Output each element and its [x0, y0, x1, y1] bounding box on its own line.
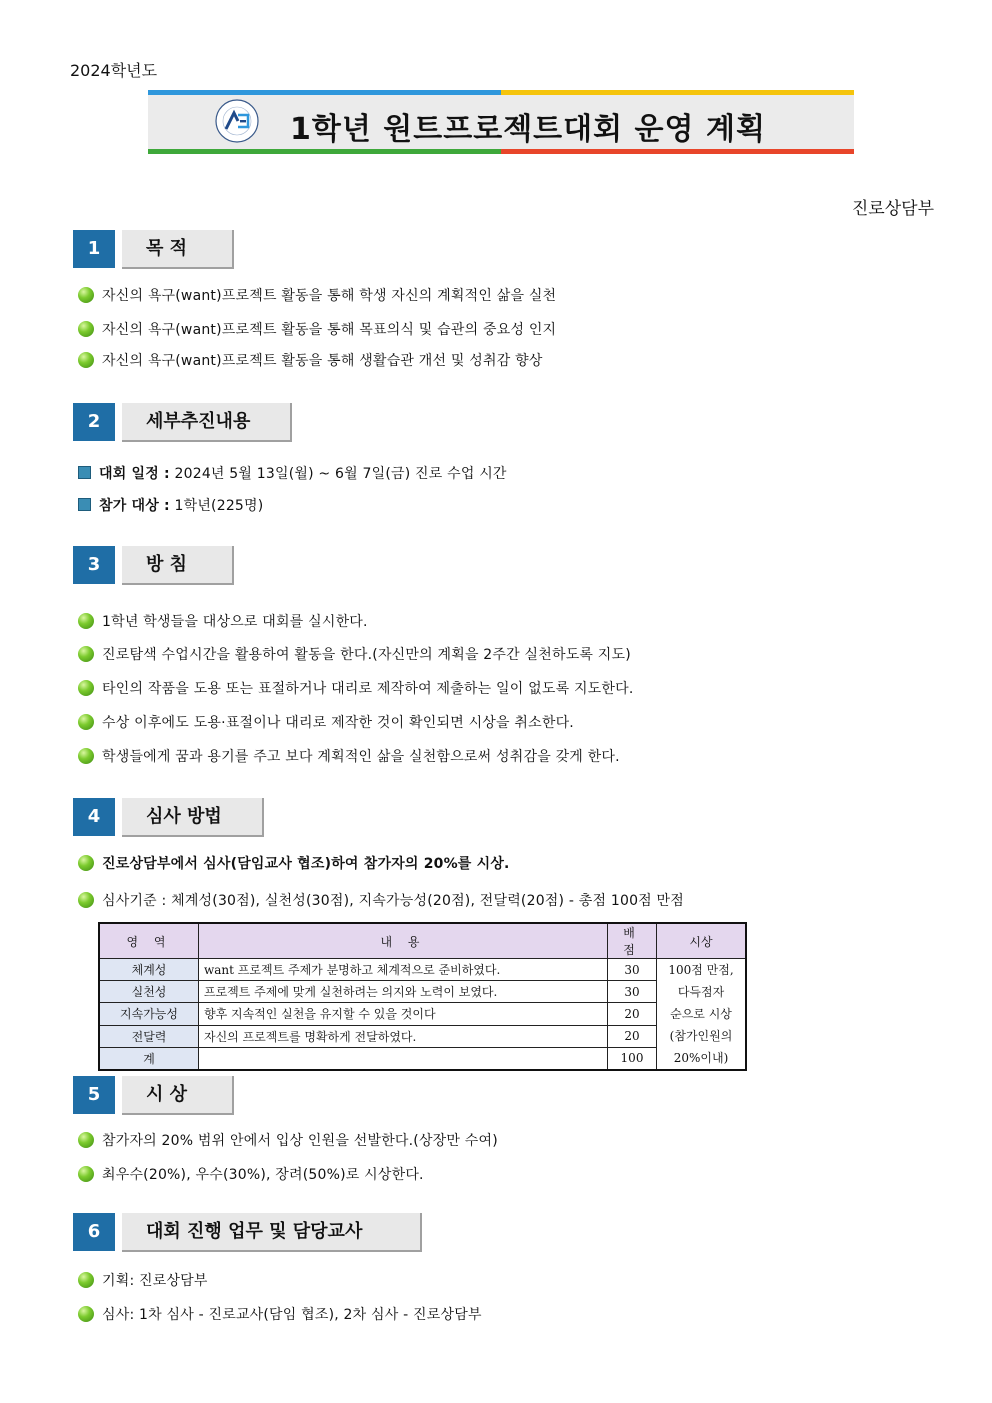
- award-item: 참가자의 20% 범위 안에서 입상 인원을 선발한다.(상장만 수여): [78, 1130, 498, 1150]
- section-title: 심사 방법: [122, 798, 264, 837]
- banner-stripe-yellow: [501, 90, 854, 95]
- bullet-square-icon: [78, 466, 91, 479]
- purpose-item: 자신의 욕구(want)프로젝트 활동을 통해 학생 자신의 계획적인 삶을 실천: [78, 285, 556, 305]
- table-row: [99, 1047, 746, 1070]
- table-header-cell: 영 역: [99, 923, 199, 959]
- table-cell-points: 30: [608, 981, 657, 1003]
- table-cell-content: 프로젝트 주제에 맞게 실천하려는 의지와 노력이 보였다.: [199, 981, 608, 1003]
- purpose-item: 자신의 욕구(want)프로젝트 활동을 통해 목표의식 및 습관의 중요성 인지: [78, 319, 556, 339]
- section-title: 방 침: [122, 546, 234, 585]
- section-title: 세부추진내용: [122, 403, 292, 442]
- table-header-row: [99, 923, 746, 959]
- policy-item: 학생들에게 꿈과 용기를 주고 보다 계획적인 삶을 실천함으로써 성취감을 갖게 한다.: [78, 746, 620, 766]
- table-cell-area: 전달력: [99, 1025, 199, 1047]
- table-cell-area: 지속가능성: [99, 1003, 199, 1025]
- table-cell-content: 자신의 프로젝트를 명확하게 전달하였다.: [199, 1025, 608, 1047]
- bullet-ball-icon: [78, 855, 94, 871]
- policy-item: 수상 이후에도 도용·표절이나 대리로 제작한 것이 확인되면 시상을 취소한다.: [78, 712, 574, 732]
- staff-item: 심사: 1차 심사 - 진로교사(담임 협조), 2차 심사 - 진로상담부: [78, 1304, 482, 1324]
- details-schedule: 대회 일정 : 2024년 5월 13일(월) ~ 6월 7일(금) 진로 수업 시간: [78, 463, 507, 483]
- table-cell-points: 20: [608, 1003, 657, 1025]
- table-cell-content: want 프로젝트 주제가 분명하고 체계적으로 준비하였다.: [199, 959, 608, 981]
- table-cell-points: 30: [608, 959, 657, 981]
- table-cell-award: 100점 만점, 다득점자 순으로 시상 (참가인원의 20%이내): [657, 959, 747, 1071]
- bullet-ball-icon: [78, 1132, 94, 1148]
- judging-criteria: 심사기준 : 체계성(30점), 실천성(30점), 지속가능성(20점), 전달력(20점) - 총점 100점 만점: [78, 890, 684, 910]
- title-banner: [148, 90, 854, 154]
- bullet-ball-icon: [78, 1272, 94, 1288]
- bullet-ball-icon: [78, 748, 94, 764]
- bullet-ball-icon: [78, 892, 94, 908]
- table-row: [99, 959, 746, 981]
- table-header-cell: 내 용: [199, 923, 608, 959]
- bullet-ball-icon: [78, 714, 94, 730]
- bullet-ball-icon: [78, 287, 94, 303]
- school-logo-icon: [214, 98, 260, 144]
- table-cell-points: 100: [608, 1047, 657, 1070]
- judging-main: 진로상담부에서 심사(담임교사 협조)하여 참가자의 20%를 시상.: [78, 853, 510, 873]
- bullet-square-icon: [78, 498, 91, 511]
- table-row: [99, 1003, 746, 1025]
- banner-stripe-red: [501, 149, 854, 154]
- section-number: 2: [73, 403, 115, 441]
- bullet-ball-icon: [78, 680, 94, 696]
- table-cell-area: 계: [99, 1047, 199, 1070]
- section-title: 대회 진행 업무 및 담당교사: [122, 1213, 422, 1252]
- award-item: 최우수(20%), 우수(30%), 장려(50%)로 시상한다.: [78, 1164, 424, 1184]
- table-cell-points: 20: [608, 1025, 657, 1047]
- table-cell-content: 향후 지속적인 실천을 유지할 수 있을 것이다: [199, 1003, 608, 1025]
- section-number: 5: [73, 1076, 115, 1114]
- bullet-ball-icon: [78, 1166, 94, 1182]
- section-title: 시 상: [122, 1076, 234, 1115]
- table-cell-area: 체계성: [99, 959, 199, 981]
- section-number: 3: [73, 546, 115, 584]
- section-number: 6: [73, 1213, 115, 1251]
- banner-stripe-blue: [148, 90, 501, 95]
- table-header-cell: 시상: [657, 923, 747, 959]
- table-cell-content: [199, 1047, 608, 1070]
- section-number: 4: [73, 798, 115, 836]
- bullet-ball-icon: [78, 321, 94, 337]
- section-title: 목 적: [122, 230, 234, 269]
- staff-item: 기획: 진로상담부: [78, 1270, 208, 1290]
- table-header-cell: 배 점: [608, 923, 657, 959]
- scoring-table: [98, 922, 747, 1071]
- section-number: 1: [73, 230, 115, 268]
- policy-item: 1학년 학생들을 대상으로 대회를 실시한다.: [78, 611, 368, 631]
- table-row: [99, 981, 746, 1003]
- bullet-ball-icon: [78, 1306, 94, 1322]
- page-title: 1학년 원트프로젝트대회 운영 계획: [290, 112, 766, 147]
- bullet-ball-icon: [78, 352, 94, 368]
- purpose-item: 자신의 욕구(want)프로젝트 활동을 통해 생활습관 개선 및 성취감 향상: [78, 350, 543, 370]
- bullet-ball-icon: [78, 646, 94, 662]
- bullet-ball-icon: [78, 613, 94, 629]
- year-label: 2024학년도: [70, 61, 158, 80]
- department-label: 진로상담부: [851, 199, 934, 219]
- policy-item: 타인의 작품을 도용 또는 표절하거나 대리로 제작하여 제출하는 일이 없도록 지도한다.: [78, 678, 634, 698]
- table-row: [99, 1025, 746, 1047]
- table-cell-area: 실천성: [99, 981, 199, 1003]
- banner-stripe-green: [148, 149, 501, 154]
- details-target: 참가 대상 : 1학년(225명): [78, 495, 263, 515]
- policy-item: 진로탐색 수업시간을 활용하여 활동을 한다.(자신만의 계획을 2주간 실천하도록 지도): [78, 644, 631, 664]
